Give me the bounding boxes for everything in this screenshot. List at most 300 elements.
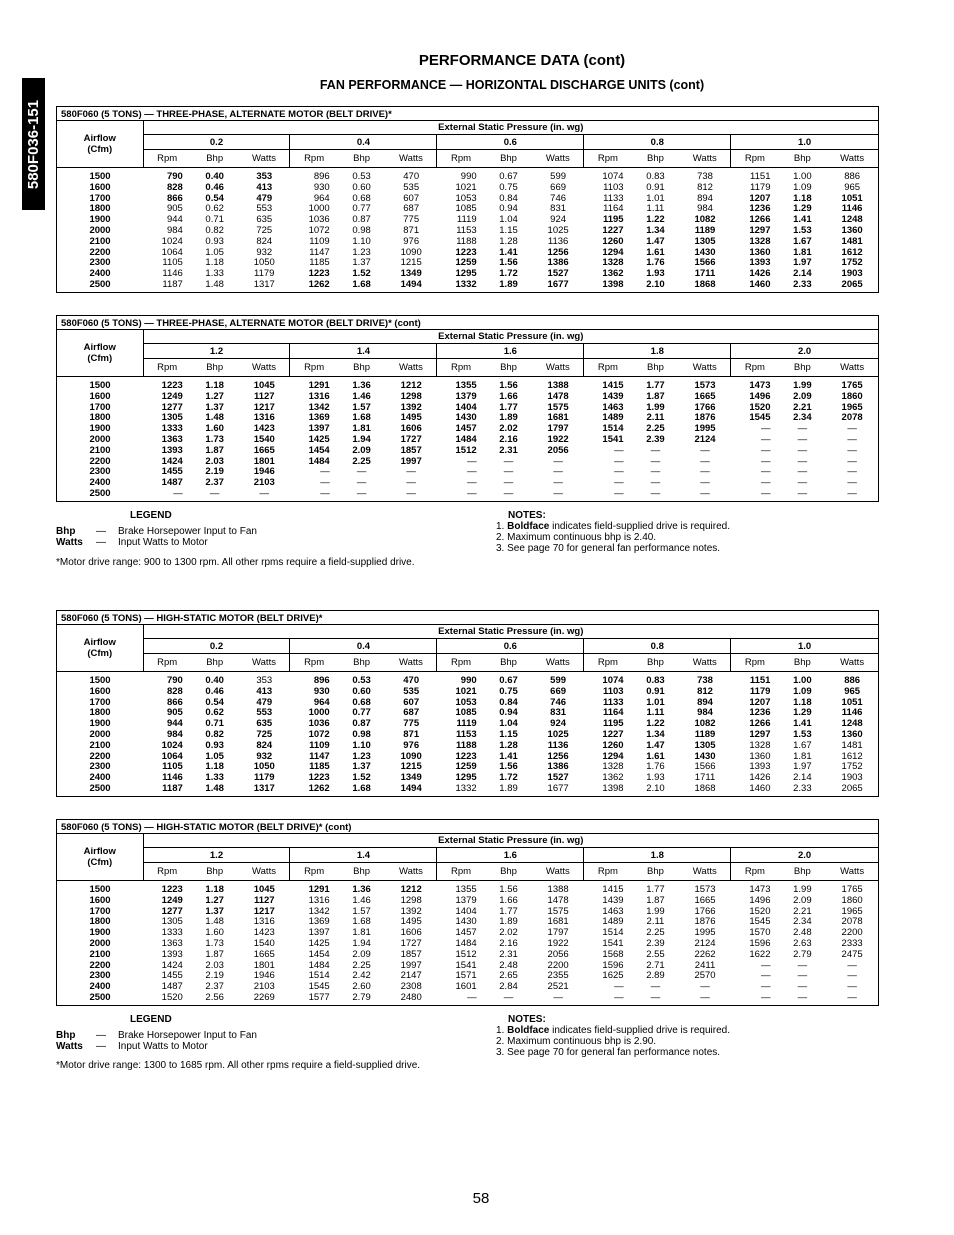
- note-item: [496, 1025, 730, 1036]
- value-cell: 1665: [694, 390, 716, 402]
- column-header: Bhp: [778, 150, 826, 168]
- value-cell: 1457: [455, 927, 477, 939]
- column-header: Watts: [239, 863, 290, 881]
- value-cell: 1316: [253, 916, 275, 928]
- value-cell: 930: [313, 685, 330, 697]
- value-cell: 976: [403, 739, 420, 751]
- value-cell: 1305: [694, 739, 716, 751]
- value-cell: 2065: [841, 278, 863, 290]
- value-cell: 1.23: [352, 750, 371, 762]
- airflow-cell: 2000: [89, 433, 111, 445]
- value-cell: 2.14: [793, 772, 812, 784]
- value-cell: —: [760, 991, 771, 1003]
- value-cell: 1.73: [205, 937, 224, 949]
- value-cell: 1575: [547, 905, 569, 917]
- value-cell: 1223: [308, 268, 330, 280]
- value-cell: 1711: [694, 772, 716, 784]
- value-cell: —: [503, 487, 514, 499]
- airflow-cell: 2500: [89, 487, 111, 499]
- value-cell: 2147: [400, 970, 422, 982]
- value-cell: —: [797, 477, 808, 489]
- value-cell: 1392: [400, 905, 422, 917]
- value-cell: 831: [550, 203, 567, 215]
- value-cell: 1520: [749, 905, 771, 917]
- airflow-cell: 2200: [89, 246, 111, 258]
- value-cell: 1460: [749, 278, 771, 290]
- column-header: Watts: [679, 654, 730, 672]
- value-cell: 1.22: [646, 718, 665, 730]
- value-cell: —: [650, 444, 661, 456]
- pressure-header: 0.6: [437, 135, 584, 150]
- value-cell: 1090: [400, 246, 422, 258]
- column-header: Watts: [826, 863, 878, 881]
- airflow-cell: 2100: [89, 948, 111, 960]
- value-cell: 1.81: [352, 927, 371, 939]
- value-cell: 1.41: [499, 750, 518, 762]
- value-cell: —: [847, 991, 857, 1003]
- value-cell: 1541: [455, 959, 477, 971]
- fan-performance-table: [57, 121, 878, 293]
- value-cell: 0.53: [352, 675, 371, 686]
- value-cell: —: [503, 455, 514, 467]
- table-row: [57, 377, 878, 392]
- value-cell: 1.72: [499, 268, 518, 280]
- value-cell: 0.75: [499, 685, 518, 697]
- value-cell: 1514: [308, 970, 330, 982]
- value-cell: 1.68: [352, 278, 371, 290]
- value-cell: 1398: [602, 278, 624, 290]
- value-cell: 1.76: [646, 257, 665, 269]
- value-cell: 2078: [841, 916, 863, 928]
- airflow-cell: 1700: [89, 905, 111, 917]
- value-cell: 1328: [602, 257, 624, 269]
- value-cell: 1484: [308, 959, 330, 971]
- value-cell: 1481: [841, 235, 863, 247]
- value-cell: 1857: [400, 948, 422, 960]
- value-cell: 1868: [694, 278, 716, 290]
- airflow-cell: 1500: [89, 171, 111, 182]
- note-text: See page 70 for general fan performance notes.: [507, 543, 721, 554]
- value-cell: 1463: [602, 905, 624, 917]
- table-row: [57, 446, 878, 457]
- note-item: [496, 1036, 730, 1047]
- value-cell: 1109: [309, 739, 330, 751]
- value-cell: 1570: [749, 927, 771, 939]
- value-cell: 1072: [308, 728, 330, 740]
- value-cell: —: [614, 991, 624, 1003]
- value-cell: 2.34: [793, 412, 812, 424]
- value-cell: 2480: [400, 991, 422, 1003]
- column-header: Rpm: [731, 863, 779, 881]
- value-cell: 1260: [602, 739, 624, 751]
- value-cell: 1277: [161, 401, 183, 413]
- value-cell: —: [797, 444, 808, 456]
- value-cell: 964: [313, 192, 330, 204]
- value-cell: 687: [403, 707, 420, 719]
- value-cell: 1072: [308, 224, 330, 236]
- value-cell: 1236: [749, 707, 771, 719]
- value-cell: 1024: [161, 235, 183, 247]
- value-cell: 1317: [253, 278, 275, 290]
- value-cell: 1573: [694, 380, 716, 391]
- value-cell: 2.21: [793, 905, 812, 917]
- value-cell: 1.48: [205, 916, 224, 928]
- airflow-cell: 1600: [89, 181, 111, 193]
- table-row: [57, 950, 878, 961]
- pressure-header: 1.4: [290, 848, 437, 863]
- value-cell: 1481: [841, 739, 863, 751]
- note-item: [496, 1047, 730, 1058]
- value-cell: —: [797, 423, 808, 435]
- airflow-header: [57, 121, 143, 168]
- airflow-cell: 2000: [89, 224, 111, 236]
- column-header: Rpm: [143, 150, 191, 168]
- value-cell: 2.48: [499, 959, 518, 971]
- value-cell: 1965: [841, 401, 863, 413]
- column-header: Bhp: [632, 863, 680, 881]
- value-cell: 2.37: [205, 477, 224, 489]
- legend-item: [56, 537, 257, 548]
- value-cell: 871: [403, 224, 420, 236]
- value-cell: 1903: [841, 772, 863, 784]
- value-cell: 669: [550, 685, 567, 697]
- table-title: 580F060 (5 TONS) — THREE-PHASE, ALTERNATE MOTOR (BELT DRIVE)*: [57, 107, 878, 121]
- value-cell: 2.14: [793, 268, 812, 280]
- value-cell: 1.27: [205, 894, 224, 906]
- value-cell: 1514: [602, 927, 624, 939]
- value-cell: 1360: [749, 246, 771, 258]
- value-cell: —: [259, 487, 269, 499]
- legend-item: [56, 526, 257, 537]
- legend-dash: —: [96, 537, 106, 548]
- table-row: [57, 672, 878, 687]
- value-cell: 725: [256, 728, 273, 740]
- airflow-cell: 2100: [89, 739, 111, 751]
- value-cell: 1430: [455, 412, 477, 424]
- value-cell: 924: [550, 718, 567, 730]
- page-title: PERFORMANCE DATA (cont): [418, 52, 626, 69]
- value-cell: 1189: [694, 728, 716, 740]
- value-cell: 1119: [456, 214, 477, 226]
- value-cell: 1.15: [499, 224, 518, 236]
- value-cell: 1294: [602, 246, 624, 258]
- value-cell: —: [356, 477, 367, 489]
- value-cell: 984: [166, 728, 183, 740]
- value-cell: 470: [403, 171, 420, 182]
- value-cell: 1665: [253, 948, 275, 960]
- value-cell: 1332: [455, 278, 477, 290]
- value-cell: 1997: [400, 959, 422, 971]
- legend-desc: Input Watts to Motor: [118, 1041, 208, 1052]
- value-cell: —: [797, 433, 808, 445]
- value-cell: 1363: [161, 433, 183, 445]
- value-cell: 1217: [253, 905, 275, 917]
- value-cell: 1.00: [793, 675, 812, 686]
- value-cell: 1136: [547, 739, 569, 751]
- column-header: Bhp: [338, 654, 386, 672]
- value-cell: 746: [550, 192, 567, 204]
- value-cell: 1146: [162, 268, 183, 280]
- value-cell: 1797: [547, 927, 569, 939]
- value-cell: 2.89: [646, 970, 665, 982]
- value-cell: 1236: [749, 203, 771, 215]
- value-cell: 1119: [456, 718, 477, 730]
- airflow-cell: 1900: [89, 927, 111, 939]
- table-title: 580F060 (5 TONS) — HIGH-STATIC MOTOR (BELT DRIVE)* (cont): [57, 820, 878, 834]
- column-header: Watts: [679, 359, 730, 377]
- value-cell: 1392: [400, 401, 422, 413]
- column-header: Watts: [532, 150, 583, 168]
- value-cell: 1164: [602, 707, 624, 719]
- value-cell: —: [847, 433, 857, 445]
- value-cell: 1195: [602, 718, 624, 730]
- value-cell: 1.77: [499, 401, 518, 413]
- value-cell: 1876: [694, 412, 716, 424]
- value-cell: —: [847, 981, 857, 993]
- value-cell: 553: [256, 203, 273, 215]
- value-cell: 1223: [455, 750, 477, 762]
- value-cell: 1540: [253, 433, 275, 445]
- value-cell: 1.04: [499, 214, 518, 226]
- value-cell: 1425: [308, 433, 330, 445]
- value-cell: 1305: [161, 916, 183, 928]
- column-header: Watts: [532, 654, 583, 672]
- column-header: Watts: [826, 359, 878, 377]
- value-cell: 1.76: [646, 761, 665, 773]
- value-cell: 2124: [694, 433, 716, 445]
- airflow-cell: 1800: [89, 916, 111, 928]
- value-cell: —: [320, 487, 330, 499]
- value-cell: 1.57: [352, 905, 371, 917]
- value-cell: 0.71: [205, 718, 224, 730]
- value-cell: 1133: [603, 192, 624, 204]
- note-num: 2.: [496, 532, 505, 543]
- column-header: Watts: [239, 654, 290, 672]
- legend-title: LEGEND: [130, 510, 172, 521]
- value-cell: 1085: [455, 707, 477, 719]
- value-cell: 1036: [308, 718, 330, 730]
- value-cell: 1404: [455, 905, 477, 917]
- value-cell: 1393: [161, 444, 183, 456]
- value-cell: 1.68: [352, 782, 371, 794]
- column-header: Bhp: [485, 863, 533, 881]
- airflow-cell: 2300: [89, 257, 111, 269]
- value-cell: 1146: [841, 707, 863, 719]
- value-cell: 2103: [253, 477, 275, 489]
- value-cell: 669: [550, 181, 567, 193]
- value-cell: 1317: [253, 782, 275, 794]
- value-cell: 1153: [456, 224, 477, 236]
- value-cell: 1146: [841, 203, 863, 215]
- column-header: Rpm: [143, 359, 191, 377]
- airflow-cell: 2300: [89, 761, 111, 773]
- value-cell: 1103: [602, 685, 624, 697]
- value-cell: 2.03: [205, 959, 224, 971]
- value-cell: 866: [166, 192, 183, 204]
- airflow-cell: 2000: [89, 728, 111, 740]
- value-cell: 1.37: [352, 257, 371, 269]
- column-header: Bhp: [191, 359, 239, 377]
- value-cell: 1295: [455, 268, 477, 280]
- value-cell: 1487: [161, 477, 183, 489]
- value-cell: —: [467, 477, 477, 489]
- value-cell: 1147: [309, 750, 330, 762]
- pressure-header: 0.8: [584, 639, 731, 654]
- value-cell: 1.23: [352, 246, 371, 258]
- airflow-cell: 1900: [89, 718, 111, 730]
- pressure-header: 1.0: [731, 639, 878, 654]
- value-cell: 1295: [455, 772, 477, 784]
- table-row: [57, 784, 878, 797]
- value-cell: 1.29: [793, 707, 812, 719]
- value-cell: 831: [550, 707, 567, 719]
- value-cell: 1.67: [793, 739, 812, 751]
- value-cell: 0.62: [205, 707, 224, 719]
- value-cell: 1025: [547, 728, 569, 740]
- value-cell: 2.55: [646, 948, 665, 960]
- value-cell: 1388: [547, 884, 569, 895]
- value-cell: 1752: [841, 257, 863, 269]
- value-cell: 1388: [547, 380, 569, 391]
- value-cell: —: [700, 991, 710, 1003]
- value-cell: 0.54: [205, 696, 224, 708]
- value-cell: 2.16: [499, 433, 518, 445]
- value-cell: 976: [403, 235, 420, 247]
- value-cell: —: [700, 466, 710, 478]
- value-cell: —: [650, 455, 661, 467]
- value-cell: 1262: [308, 782, 330, 794]
- value-cell: 2.37: [205, 981, 224, 993]
- table-row: [57, 993, 878, 1006]
- value-cell: 1426: [749, 772, 771, 784]
- value-cell: 1316: [308, 894, 330, 906]
- value-cell: 1064: [161, 750, 183, 762]
- value-cell: 2.56: [205, 991, 224, 1003]
- value-cell: 1797: [547, 423, 569, 435]
- value-cell: 1074: [602, 171, 624, 182]
- legend-dash: —: [96, 1041, 106, 1052]
- value-cell: 1.34: [646, 224, 665, 236]
- value-cell: 1.53: [793, 728, 812, 740]
- value-cell: 1.18: [205, 257, 224, 269]
- value-cell: 1.77: [499, 905, 518, 917]
- value-cell: —: [760, 455, 771, 467]
- value-cell: 1.87: [205, 444, 224, 456]
- value-cell: 353: [256, 171, 273, 182]
- airflow-cell: 2400: [89, 981, 111, 993]
- value-cell: 1.01: [646, 192, 665, 204]
- airflow-cell: 2100: [89, 235, 111, 247]
- value-cell: 0.83: [646, 675, 665, 686]
- value-cell: 1752: [841, 761, 863, 773]
- note-bold: Boldface: [507, 1025, 550, 1036]
- value-cell: 1.27: [205, 390, 224, 402]
- column-header: Bhp: [485, 150, 533, 168]
- airflow-header: [57, 834, 143, 881]
- value-cell: 1494: [400, 278, 422, 290]
- value-cell: —: [797, 991, 808, 1003]
- value-cell: 1179: [750, 181, 771, 193]
- value-cell: 1.00: [793, 171, 812, 182]
- airflow-cell: 1700: [89, 192, 111, 204]
- value-cell: 1397: [308, 423, 330, 435]
- value-cell: 599: [550, 171, 567, 182]
- value-cell: 1.93: [646, 268, 665, 280]
- value-cell: —: [700, 477, 710, 489]
- value-cell: 1860: [841, 894, 863, 906]
- footnote-1: *Motor drive range: 900 to 1300 rpm. All other rpms require a field-supplied drive.: [56, 557, 415, 568]
- airflow-cell: 1900: [89, 214, 111, 226]
- pressure-header: 2.0: [731, 848, 878, 863]
- value-cell: —: [847, 455, 857, 467]
- value-cell: 2.84: [499, 981, 518, 993]
- value-cell: —: [650, 477, 661, 489]
- value-cell: 1727: [400, 937, 422, 949]
- value-cell: 2475: [841, 948, 863, 960]
- note-num: 3.: [496, 543, 505, 554]
- value-cell: 1053: [455, 696, 477, 708]
- value-cell: 1151: [749, 675, 771, 686]
- value-cell: —: [650, 981, 661, 993]
- value-cell: —: [356, 487, 367, 499]
- value-cell: 2200: [841, 927, 863, 939]
- value-cell: 0.91: [646, 181, 665, 193]
- value-cell: 2056: [547, 444, 569, 456]
- value-cell: 1478: [547, 894, 569, 906]
- value-cell: —: [614, 455, 624, 467]
- value-cell: 0.84: [499, 192, 518, 204]
- value-cell: 1.57: [352, 401, 371, 413]
- value-cell: 1379: [455, 894, 477, 906]
- value-cell: 1355: [455, 380, 477, 391]
- value-cell: 1404: [455, 401, 477, 413]
- value-cell: 2.10: [646, 782, 665, 794]
- value-cell: 1185: [309, 257, 330, 269]
- value-cell: 1606: [400, 423, 422, 435]
- pressure-header: 1.0: [731, 135, 878, 150]
- value-cell: 535: [403, 685, 420, 697]
- value-cell: 2.03: [205, 455, 224, 467]
- airflow-unit: (Cfm): [87, 857, 113, 868]
- value-cell: 1259: [455, 257, 477, 269]
- value-cell: 2065: [841, 782, 863, 794]
- value-cell: 1512: [455, 948, 477, 960]
- legend-key: Bhp: [56, 1030, 76, 1041]
- note-bold: Boldface: [507, 521, 550, 532]
- value-cell: 1397: [308, 927, 330, 939]
- value-cell: 1439: [602, 894, 624, 906]
- value-cell: —: [650, 466, 661, 478]
- value-cell: 353: [256, 675, 273, 686]
- value-cell: —: [797, 959, 808, 971]
- value-cell: 1266: [749, 214, 771, 226]
- value-cell: —: [320, 477, 330, 489]
- value-cell: 1.68: [352, 916, 371, 928]
- esp-header: External Static Pressure (in. wg): [143, 121, 878, 135]
- column-header: Rpm: [437, 150, 485, 168]
- value-cell: 1.11: [646, 707, 665, 719]
- value-cell: 775: [403, 214, 420, 226]
- airflow-label: Airflow: [83, 846, 116, 857]
- value-cell: 0.40: [205, 675, 224, 686]
- esp-header: External Static Pressure (in. wg): [143, 330, 878, 344]
- value-cell: 1478: [547, 390, 569, 402]
- pressure-header: 0.4: [290, 639, 437, 654]
- pressure-header: 1.2: [143, 344, 290, 359]
- column-header: Rpm: [290, 654, 338, 672]
- airflow-unit: (Cfm): [87, 144, 113, 155]
- value-cell: 1185: [309, 761, 330, 773]
